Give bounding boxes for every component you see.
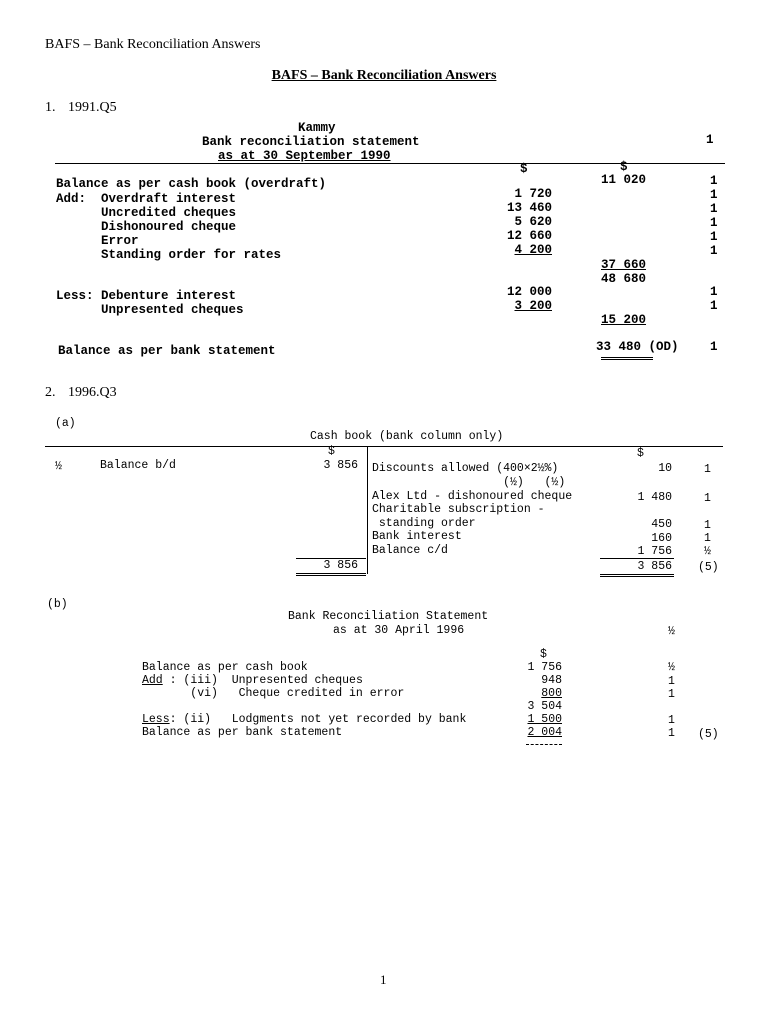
q1-less-value: 3 200 [514,299,552,313]
cash-right-label: (½) (½) [372,476,566,489]
rec-head: $ [540,648,547,661]
q1-row-label: Balance as per cash book (overdraft) [56,177,327,191]
q1-row-label: Dishonoured cheque [56,220,237,234]
cash-right-label: Balance c/d [372,544,448,557]
q1-less-total: 15 200 [601,313,647,327]
cash-right-amount: 450 [651,518,672,531]
q1-row-value: 12 660 [506,229,552,243]
q1-title-mark: 1 [706,133,714,147]
cash-total-mark: (5) [698,561,719,574]
cash-right-head: $ [637,447,644,460]
rec-row-mark: 1 [668,714,675,727]
cash-left-total: 3 856 [323,559,358,572]
cash-left-double-rule [296,573,366,574]
cash-right-double-rule-2 [600,576,674,577]
rec-total-mark: (5) [698,728,719,741]
q1-row-mark: 1 [710,202,718,216]
q1-row-mark: 1 [710,244,718,258]
rec-row-amount: 948 [541,674,562,687]
q1-row-label: Uncredited cheques [56,206,237,220]
rec-row-amount: 1 756 [527,661,562,674]
q1-less-value: 12 000 [506,285,552,299]
q1-add-subtotal: 37 660 [601,258,647,272]
rec-date: as at 30 April 1996 [333,624,465,637]
q2-part-b: (b) [47,598,68,611]
cash-right-amount: 1 480 [637,491,672,504]
q1-less-mark: 1 [710,299,718,313]
rec-row-mark: 1 [668,727,675,740]
q1-row-label: Error [56,234,139,248]
q1-label: 1991.Q5 [68,100,117,115]
cash-right-label: Alex Ltd - dishonoured cheque [372,490,573,503]
q1-row-mark: 1 [710,188,718,202]
q1-number: 1. [45,100,56,115]
cash-right-label: Charitable subscription - [372,503,545,516]
q1-col2-head: $ [620,160,628,174]
cash-right-mark: 1 [704,492,711,505]
rec-row-label: : (ii) Lodgments not yet recorded by bank [169,713,467,726]
q1-double-underline-2 [601,359,653,360]
rec-row-label: Balance as per cash book [142,661,308,674]
q1-row-value: 4 200 [514,243,552,257]
cash-right-mark: 1 [704,463,711,476]
cash-right-double-rule [600,574,674,575]
q1-final-label: Balance as per bank statement [58,344,276,358]
q2-number: 2. [45,385,56,400]
cash-left-amount: 3 856 [323,459,358,472]
q1-less-mark: 1 [710,285,718,299]
rec-title-mark: ½ [668,625,675,638]
q1-row-mark: 1 [710,174,718,188]
rec-row-amount: 1 500 [527,713,562,726]
rec-title: Bank Reconciliation Statement [288,610,489,623]
cash-right-amount: 10 [658,462,672,475]
cash-right-label: Bank interest [372,530,462,543]
q2-part-a: (a) [55,417,76,430]
q1-statement-date: as at 30 September 1990 [218,149,391,163]
cash-book-title: Cash book (bank column only) [310,430,504,443]
q1-row-value: 5 620 [514,215,552,229]
cash-right-mark: 1 [704,519,711,532]
q1-final-mark: 1 [710,340,718,354]
q1-less-label: Unpresented cheques [56,303,244,317]
page-header: BAFS – Bank Reconciliation Answers [45,37,261,52]
q1-row-label: Standing order for rates [56,248,282,262]
rec-row-label: Balance as per bank statement [142,726,343,739]
cash-left-label: Balance b/d [100,459,176,472]
q1-double-underline [601,357,653,358]
q1-final-value: 33 480 (OD) [596,340,679,354]
q1-subtotal: 48 680 [601,272,647,286]
rec-row-amount: 800 [541,687,562,700]
rec-row-amount: 3 504 [527,700,562,713]
cash-right-label: standing order [372,517,476,530]
cash-right-amount: 1 756 [637,545,672,558]
q1-row-value: 11 020 [601,173,647,187]
cash-book-top-rule [45,446,723,447]
cash-right-total: 3 856 [637,560,672,573]
q1-col1-head: $ [520,162,528,176]
cash-left-double-rule-2 [296,575,366,576]
q1-less-label: Less: Debenture interest [56,289,237,303]
rec-row-label: : (iii) Unpresented cheques [162,674,363,687]
rec-row-amount: 2 004 [527,726,562,739]
q1-row-mark: 1 [710,230,718,244]
cash-right-mark: ½ [704,545,711,558]
rec-row-mark: ½ [668,661,675,674]
cash-left-head: $ [328,445,335,458]
q1-row-value: 1 720 [514,187,552,201]
rec-row-mark: 1 [668,688,675,701]
q1-row-label: Add: Overdraft interest [56,192,237,206]
rec-row-mark: 1 [668,675,675,688]
cash-book-divider [367,446,368,574]
q1-statement-title: Bank reconciliation statement [202,135,420,149]
q2-label: 1996.Q3 [68,385,117,400]
page-number: 1 [380,972,387,987]
cash-right-label: Discounts allowed (400×2½%) [372,462,559,475]
q1-row-value: 13 460 [506,201,552,215]
page-title: BAFS – Bank Reconciliation Answers [271,68,497,83]
q1-row-mark: 1 [710,216,718,230]
cash-right-total-rule [600,558,674,559]
q1-company: Kammy [298,121,336,135]
cash-right-amount: 160 [651,532,672,545]
rec-add-label: Add [142,674,163,687]
cash-left-mark: ½ [55,460,62,473]
rec-double-rule [526,744,562,746]
cash-right-mark: 1 [704,532,711,545]
rec-less-label: Less [142,713,170,726]
rec-row-label: (vi) Cheque credited in error [142,687,405,700]
